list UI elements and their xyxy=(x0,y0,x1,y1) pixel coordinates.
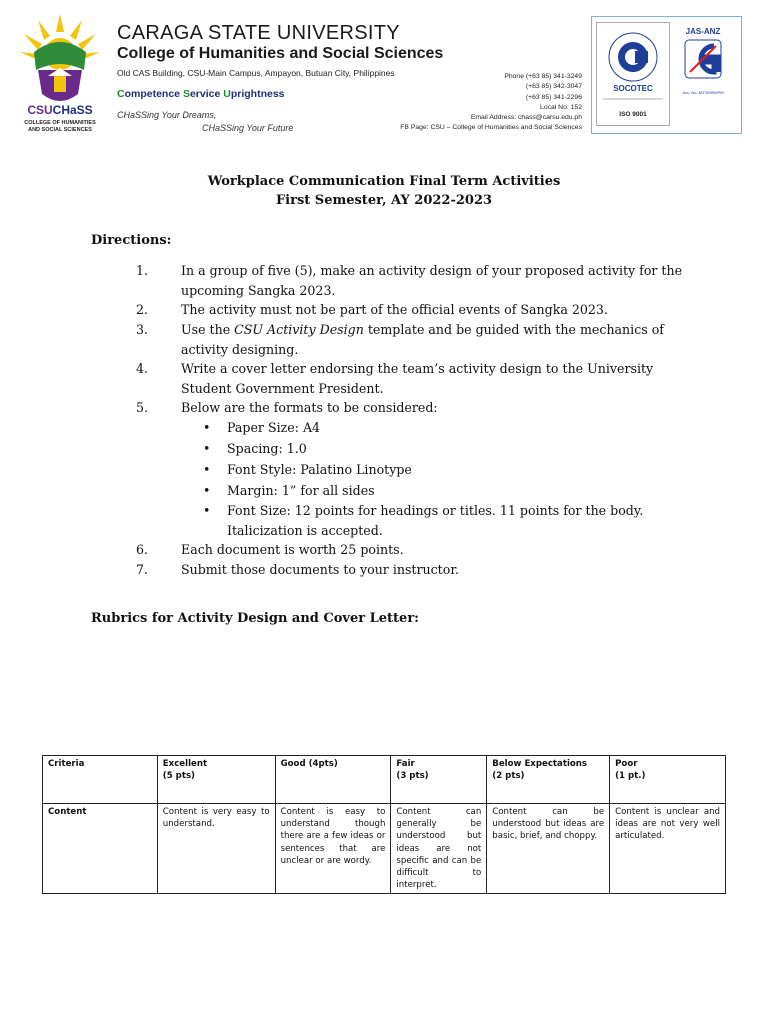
header-good: Good (4pts) xyxy=(275,756,391,804)
phone-1: Phone (+63 85) 341-3249 xyxy=(504,73,582,80)
document-subtitle: First Semester, AY 2022-2023 xyxy=(275,193,493,208)
svg-text:ISO 9001: ISO 9001 xyxy=(619,111,647,118)
header-criteria: Criteria xyxy=(43,756,158,804)
jas-anz-icon xyxy=(670,22,736,102)
tagline-line-1: CHaSSing Your Dreams, xyxy=(117,110,217,120)
header-below-expectations: Below Expectations (2 pts) xyxy=(487,756,610,804)
email-address: Email Address: chass@carsu.edu.ph xyxy=(470,114,582,122)
cell-fair: Content can generally be understood but ideas are not specific and can be difficult to interpret. xyxy=(391,804,487,894)
table-row xyxy=(43,804,726,894)
svg-text:JAS-ANZ: JAS-ANZ xyxy=(685,27,721,36)
cell-excellent: Content is very easy to understand. xyxy=(157,804,275,894)
header-fair: Fair (3 pts) xyxy=(391,756,487,804)
tagline-line-2: CHaSSing Your Future xyxy=(202,123,294,133)
college-address: Old CAS Building, CSU-Main Campus, Ampayon, Butuan City, Philippines xyxy=(117,68,395,78)
svg-text:Acc. No. M2760950PM: Acc. No. M2760950PM xyxy=(682,90,724,95)
document-title: Workplace Communication Final Term Activities xyxy=(207,174,561,189)
college-name: College of Humanities and Social Sciences xyxy=(117,45,444,62)
logo-text: CSUCHaSS xyxy=(27,103,93,117)
cell-poor: Content is unclear and ideas are not very well articulated. xyxy=(610,804,726,894)
cell-criteria: Content xyxy=(43,804,158,894)
header-poor: Poor (1 pt.) xyxy=(610,756,726,804)
socotec-badge xyxy=(596,22,670,126)
contact-info xyxy=(322,72,582,134)
header-excellent: Excellent (5 pts) xyxy=(157,756,275,804)
svg-text:AND SOCIAL SCIENCES: AND SOCIAL SCIENCES xyxy=(28,127,92,133)
table-header-row xyxy=(43,756,726,804)
svg-text:SOCOTEC: SOCOTEC xyxy=(613,84,653,93)
cell-below-expectations: Content can be understood but ideas are basic, brief, and choppy. xyxy=(487,804,610,894)
university-logo xyxy=(18,12,102,136)
rubrics-heading: Rubrics for Activity Design and Cover Letter: xyxy=(91,611,419,626)
college-motto: Competence Service Uprightness xyxy=(117,88,285,100)
letterhead xyxy=(0,0,768,150)
directions-heading: Directions: xyxy=(91,233,172,248)
local-number: Local No: 152 xyxy=(540,103,582,111)
university-name: CARAGA STATE UNIVERSITY xyxy=(117,22,400,44)
fb-page: FB Page: CSU – College of Humanities and Social Sciences xyxy=(400,124,582,132)
phone-2: (+63 85) 342-3047 xyxy=(525,83,582,91)
svg-text:COLLEGE OF HUMANITIES: COLLEGE OF HUMANITIES xyxy=(24,120,96,126)
socotec-icon xyxy=(597,23,669,125)
cell-good: Content is easy to understand though there are a few ideas or sentences that are unclear or are wordy. xyxy=(275,804,391,894)
phone-3: (+63 85) 341-2296 xyxy=(525,93,582,101)
rubric-table xyxy=(42,755,726,894)
